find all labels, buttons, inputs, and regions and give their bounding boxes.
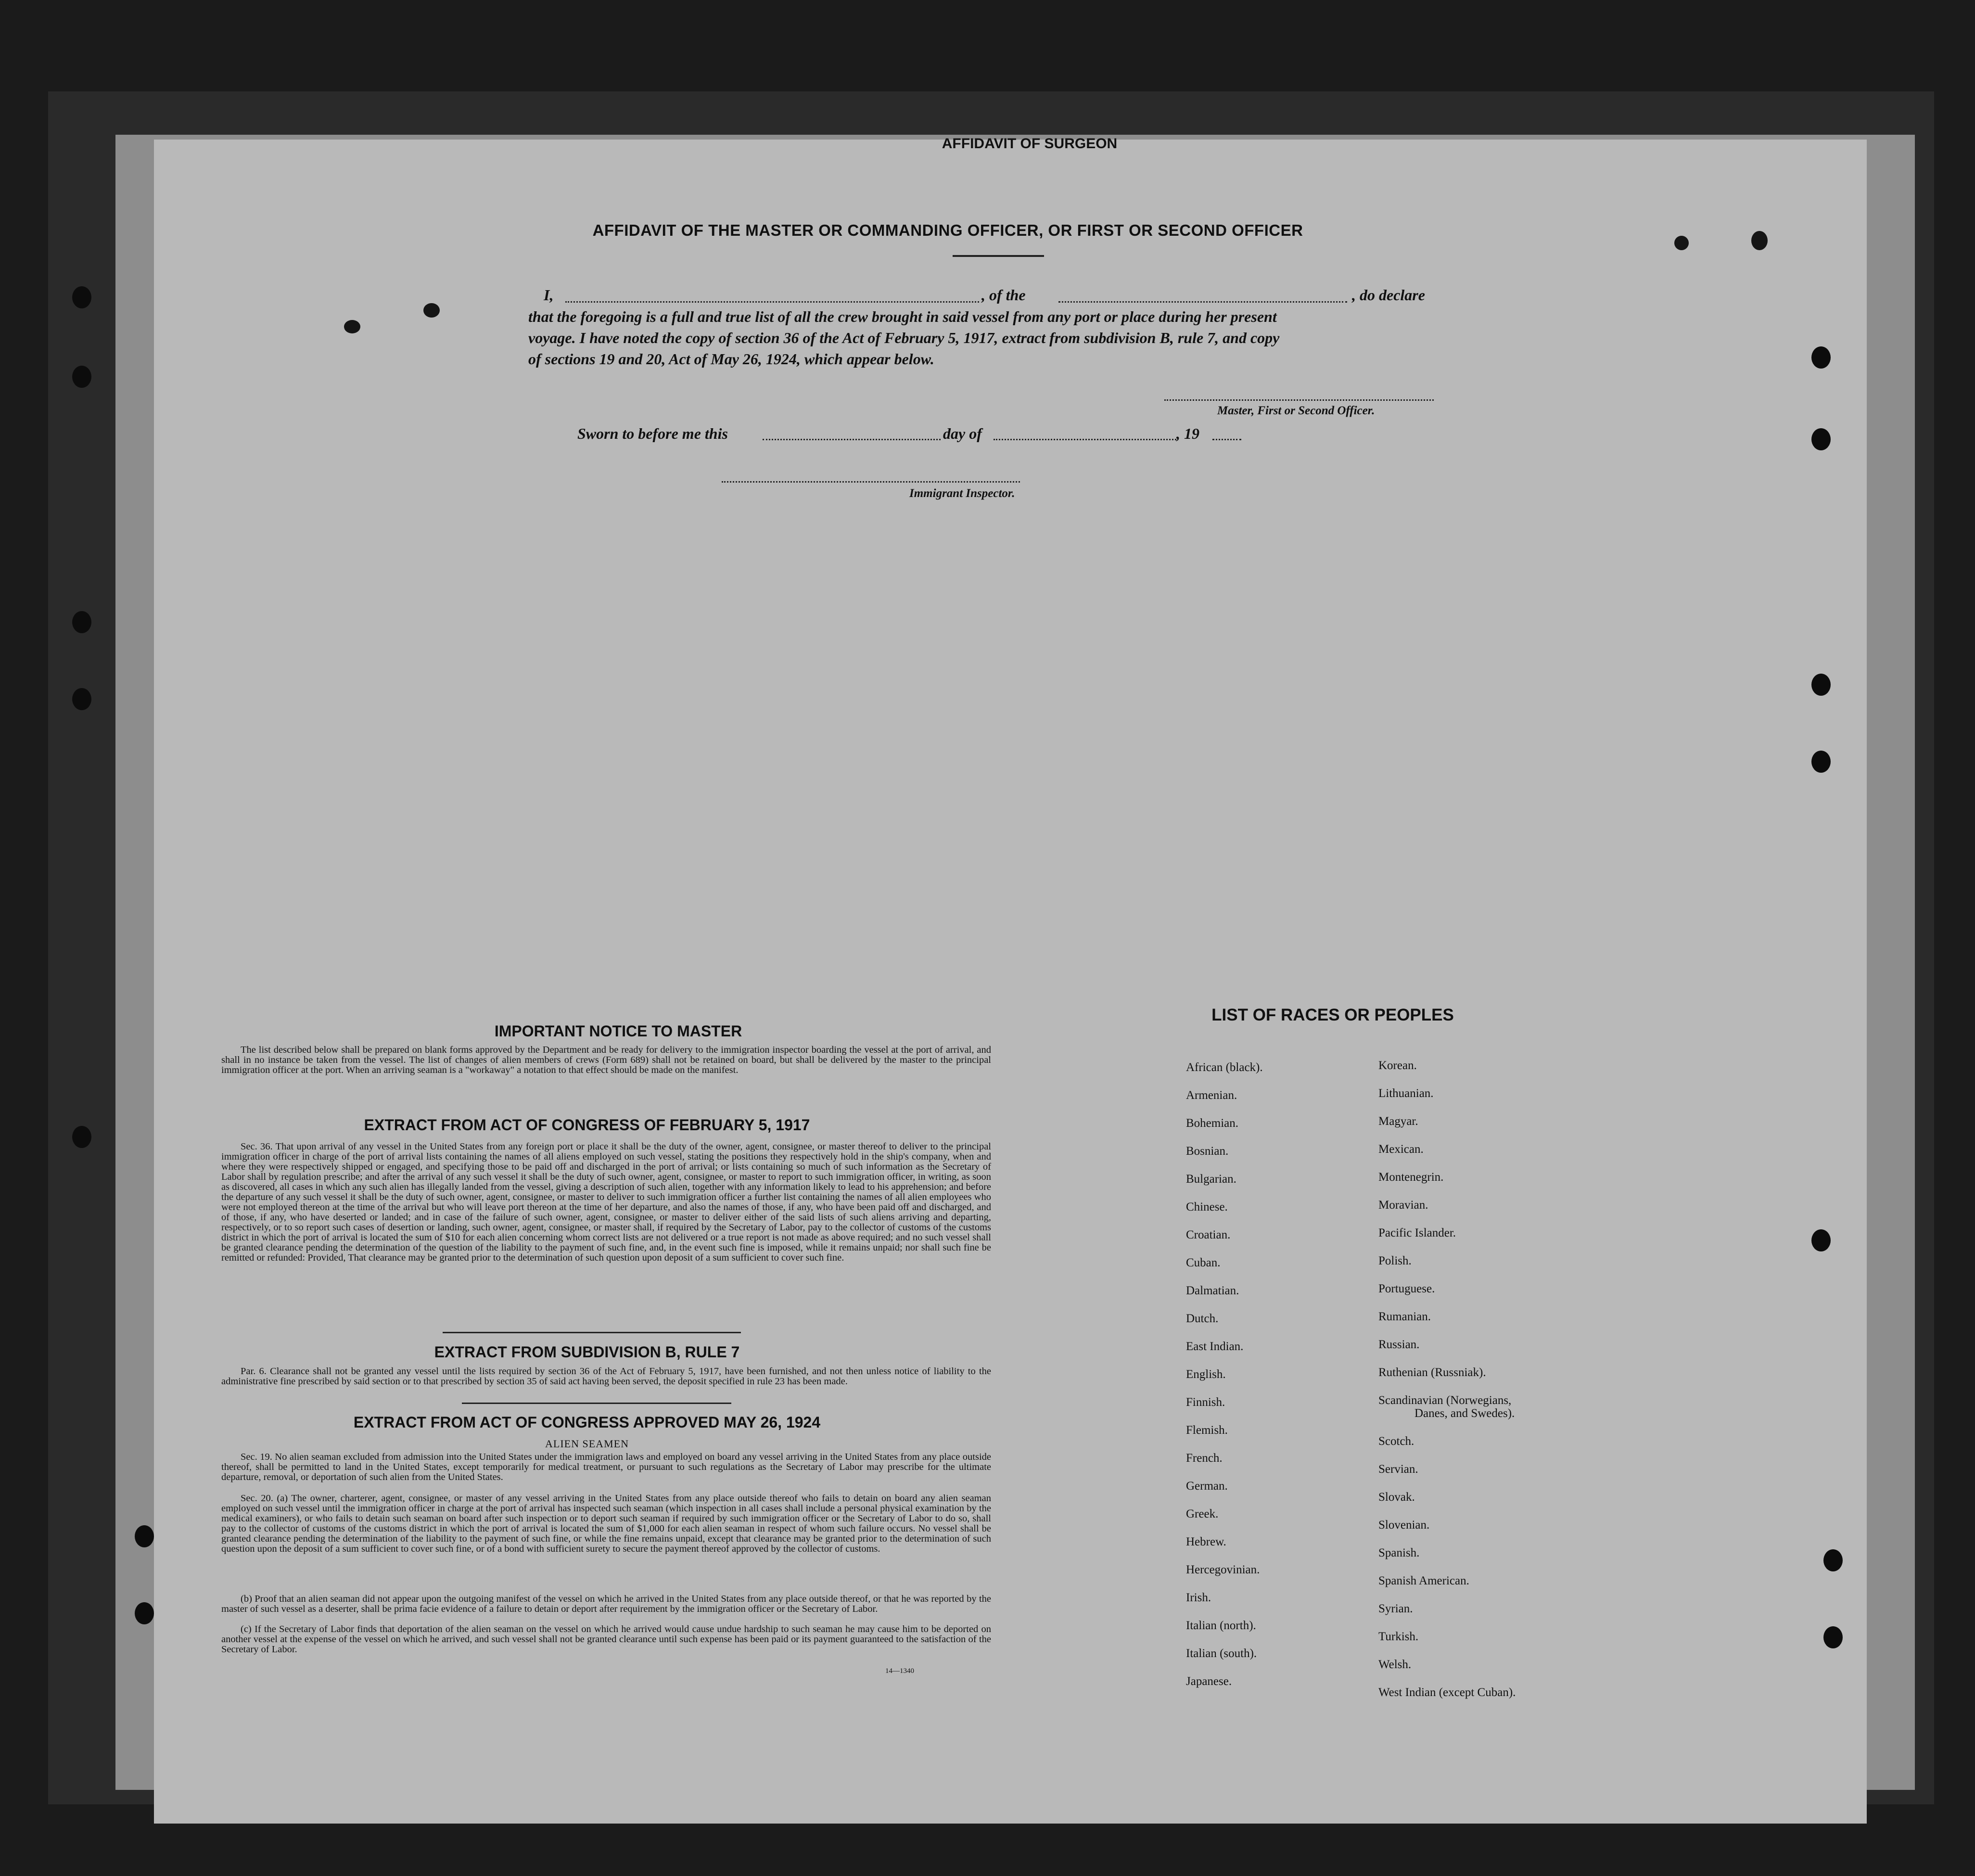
race-item: African (black). [1186, 1061, 1263, 1074]
race-item: Ruthenian (Russniak). [1378, 1366, 1486, 1379]
race-item: Korean. [1378, 1059, 1417, 1072]
punch-hole [72, 286, 91, 308]
punch-hole [72, 688, 91, 710]
sworn-label: Sworn to before me this [577, 425, 728, 442]
punch-hole [1811, 346, 1831, 369]
race-item: Hercegovinian. [1186, 1563, 1260, 1576]
sec-20a-text: Sec. 20. (a) The owner, charterer, agent, consignee, or master of any vessel arriving in the United States from any place outside thereof who fails to detain on board any alien seaman employed on such vessel until the immigration officer in charge at the port of arrival has inspected such seaman (which inspection in all cases shall include a personal physical examination by the medical examiners), or who fails to detain such seaman on board after such inspection or to deport such seaman if required by such immigration officer or the Secretary of Labor to do so, shall pay to the collector of customs of the customs district in which the port of arrival is located the sum of $1,000 for each alien seaman in respect of whom such failure occurs. No vessel shall be granted clearance pending the determination of the liability to the payment of such fine, or while the fine remains unpaid, except that clearance may be granted prior to the determination of such question upon the deposit of a sum sufficient to cover such fine, or of a bond with sufficient surety to secure the payment thereof approved by the collector of customs. [221, 1493, 991, 1554]
affidavit-declare: , do declare [1352, 286, 1425, 304]
race-item: Cuban. [1186, 1256, 1221, 1269]
race-item: Bosnian. [1186, 1145, 1229, 1158]
race-item: German. [1186, 1480, 1228, 1493]
race-item: French. [1186, 1452, 1223, 1465]
race-item: Portuguese. [1378, 1282, 1435, 1295]
affidavit-i: I, [544, 286, 554, 304]
race-item: Scotch. [1378, 1435, 1414, 1448]
race-item: Bulgarian. [1186, 1173, 1236, 1186]
race-item: Italian (south). [1186, 1647, 1257, 1660]
punch-hole [1811, 428, 1831, 450]
affidavit-page [154, 136, 1867, 1824]
race-item: Danes, and Swedes). [1414, 1407, 1515, 1420]
race-item: Armenian. [1186, 1089, 1237, 1102]
race-item: Magyar. [1378, 1115, 1418, 1128]
name-blank[interactable] [565, 301, 979, 303]
year-label: , 19 [1176, 425, 1199, 442]
race-item: Croatian. [1186, 1228, 1231, 1241]
affidavit-of-the: , of the [981, 286, 1026, 304]
race-item: Japanese. [1186, 1675, 1232, 1688]
race-item: Bohemian. [1186, 1117, 1239, 1130]
inspector-signature-blank[interactable] [722, 481, 1020, 483]
race-item: Finnish. [1186, 1396, 1225, 1409]
punch-hole [1823, 1549, 1843, 1571]
ink-blot [423, 303, 440, 318]
ink-blot [1751, 231, 1768, 250]
punch-hole [72, 611, 91, 633]
punch-hole [1823, 1626, 1843, 1648]
race-item: Slovak. [1378, 1491, 1415, 1504]
sworn-year-blank[interactable] [1212, 439, 1241, 440]
extract-1924-title: EXTRACT FROM ACT OF CONGRESS APPROVED MAY 26, 1924 [353, 1414, 821, 1431]
extract-1917-text: Sec. 36. That upon arrival of any vessel in the United States from any foreign port or place it shall be the duty of the owner, agent, consignee, or master thereof to deliver to the principal immigration officer in charge of the port of arrival lists containing the names of all aliens employed on such vessel, stating the positions they respectively hold in the ship's company, when and where they were respectively shipped or engaged, and specifying those to be paid off and discharged in the port of arrival; or lists containing so much of such information as the Secretary of Labor shall by regulation prescribe; and after the arrival of any such vessel it shall be the duty of such owner, agent, consignee, or master to report to such immigration officer, in writing, as soon as discovered, all cases in which any such alien has illegally landed from the vessel, giving a description of such alien, together with any information likely to lead to his apprehension; and before the departure of any such vessel it shall be the duty of such owner, agent, consignee, or master to deliver to such immigration officer a further list containing the names of all alien employees who were not employed thereon at the time of the arrival but who will leave port thereon at the time of her departure, and also the names of those, if any, who have been paid off and discharged, and of those, if any, who have deserted or landed; and in case of the failure of such owner, agent, consignee, or master to deliver either of the said lists of such aliens arriving and departing, respectively, or to so report such cases of desertion or landing, such owner, agent, consignee, or master shall, if required by the Secretary of Labor, pay to the collector of customs of the customs district in which the port of arrival is located the sum of $10 for each alien concerning whom correct lists are not delivered or a true report is not made as above required; and no such vessel shall be granted clearance pending the determination of the question of the liability to the payment of such fine, and, in the event such fine is imposed, while it remains unpaid; nor shall such fine be remitted or refunded: Provided, That clearance may be granted prior to the determination of such question upon deposit of a sum sufficient to cover such fine. [221, 1141, 991, 1263]
affidavit-line4: of sections 19 and 20, Act of May 26, 1924, which appear below. [528, 350, 934, 368]
race-item: Welsh. [1378, 1658, 1412, 1671]
cutoff-heading: AFFIDAVIT OF SURGEON [942, 136, 1118, 152]
punch-hole [1811, 674, 1831, 696]
race-item: Italian (north). [1186, 1619, 1256, 1632]
alien-seamen-subtitle: ALIEN SEAMEN [545, 1438, 629, 1450]
race-item: Slovenian. [1378, 1519, 1430, 1531]
master-signature-blank[interactable] [1164, 399, 1434, 401]
inspector-label: Immigrant Inspector. [909, 487, 1015, 500]
race-item: Russian. [1378, 1338, 1420, 1351]
race-item: Irish. [1186, 1591, 1211, 1604]
race-item: Polish. [1378, 1254, 1412, 1267]
race-item: Syrian. [1378, 1602, 1413, 1615]
punch-hole [72, 1126, 91, 1148]
race-item: Spanish. [1378, 1546, 1420, 1559]
race-item: Pacific Islander. [1378, 1226, 1456, 1239]
sec-19-text: Sec. 19. No alien seaman excluded from admission into the United States under the immigration laws and employed on board any vessel arriving in the United States from any place outside thereof, shall be permitted to land in the United States, except temporarily for medical treatment, or pursuant to such regulations as the Secretary of Labor may prescribe for the ultimate departure, removal, or deportation of such alien from the United States. [221, 1452, 991, 1482]
punch-hole [1811, 751, 1831, 773]
race-item: Dutch. [1186, 1312, 1219, 1325]
punch-hole [1811, 1229, 1831, 1251]
race-item: Spanish American. [1378, 1574, 1469, 1587]
affidavit-line2: that the foregoing is a full and true list of all the crew brought in said vessel from any port or place during her present [528, 308, 1277, 325]
ink-blot [1674, 236, 1689, 250]
race-item: Dalmatian. [1186, 1284, 1239, 1297]
race-item: Servian. [1378, 1463, 1418, 1476]
ink-blot [344, 320, 360, 333]
race-item: Flemish. [1186, 1424, 1228, 1437]
title-underline [953, 255, 1044, 257]
master-label: Master, First or Second Officer. [1217, 404, 1375, 417]
divider-2 [462, 1403, 731, 1404]
race-item: English. [1186, 1368, 1226, 1381]
sworn-month-blank[interactable] [994, 439, 1176, 440]
sec-20b-text: (b) Proof that an alien seaman did not appear upon the outgoing manifest of the vessel on which he arrived in the United States from any place outside thereof, or that he was reported by the master of such vessel as a deserter, shall be prima facie evidence of a failure to detain or deport after requirement by the immigration officer or the Secretary of Labor. [221, 1594, 991, 1614]
race-item: Montenegrin. [1378, 1171, 1444, 1184]
race-item: Hebrew. [1186, 1535, 1226, 1548]
race-item: Turkish. [1378, 1630, 1419, 1643]
race-item: Lithuanian. [1378, 1087, 1434, 1100]
race-item: Mexican. [1378, 1143, 1424, 1156]
race-item: Moravian. [1378, 1199, 1428, 1212]
punch-hole [135, 1602, 154, 1624]
punch-hole [72, 366, 91, 388]
extract-1917-title: EXTRACT FROM ACT OF CONGRESS OF FEBRUARY 5, 1917 [364, 1116, 810, 1134]
subdivision-title: EXTRACT FROM SUBDIVISION B, RULE 7 [434, 1343, 740, 1361]
race-item: Greek. [1186, 1507, 1219, 1520]
vessel-blank[interactable] [1058, 301, 1347, 303]
race-item: Rumanian. [1378, 1310, 1431, 1323]
affidavit-title: AFFIDAVIT OF THE MASTER OR COMMANDING OFFICER, OR FIRST OR SECOND OFFICER [592, 221, 1303, 239]
day-of-label: day of [943, 425, 982, 442]
notice-title: IMPORTANT NOTICE TO MASTER [494, 1022, 742, 1040]
race-item: Chinese. [1186, 1200, 1228, 1213]
sworn-day-blank[interactable] [763, 439, 941, 440]
subdivision-text: Par. 6. Clearance shall not be granted any vessel until the lists required by section 36 of the Act of February 5, 1917, have been furnished, and not then unless notice of liability to the administrative fine prescribed by said section or to that prescribed by section 35 of said act having been served, the deposit specified in rule 23 has been made. [221, 1366, 991, 1387]
race-item: West Indian (except Cuban). [1378, 1686, 1516, 1699]
divider-1 [443, 1332, 741, 1333]
race-item: East Indian. [1186, 1340, 1244, 1353]
punch-hole [135, 1525, 154, 1547]
form-number: 14—1340 [885, 1667, 914, 1675]
sec-20c-text: (c) If the Secretary of Labor finds that deportation of the alien seaman on the vessel on which he arrived would cause undue hardship to such seaman he may cause him to be deported on another vessel at the expense of the vessel on which he arrived, and such vessel shall not be granted clearance until such expense has been paid or its payment guaranteed to the satisfaction of the Secretary of Labor. [221, 1624, 991, 1655]
notice-text: The list described below shall be prepared on blank forms approved by the Department and be ready for delivery to the immigration inspector boarding the vessel at the port of arrival, and shall in no instance be taken from the vessel. The list of changes of alien members of crews (Form 689) shall not be retained on board, but shall be delivered by the master to the principal immigration officer at the port. When an arriving seaman is a "workaway" a notation to that effect should be made on the manifest. [221, 1045, 991, 1075]
races-title: LIST OF RACES OR PEOPLES [1211, 1006, 1454, 1024]
affidavit-line3: voyage. I have noted the copy of section 36 of the Act of February 5, 1917, extract from subdivision B, rule 7, and copy [528, 329, 1280, 346]
race-item: Scandinavian (Norwegians, [1378, 1394, 1512, 1407]
